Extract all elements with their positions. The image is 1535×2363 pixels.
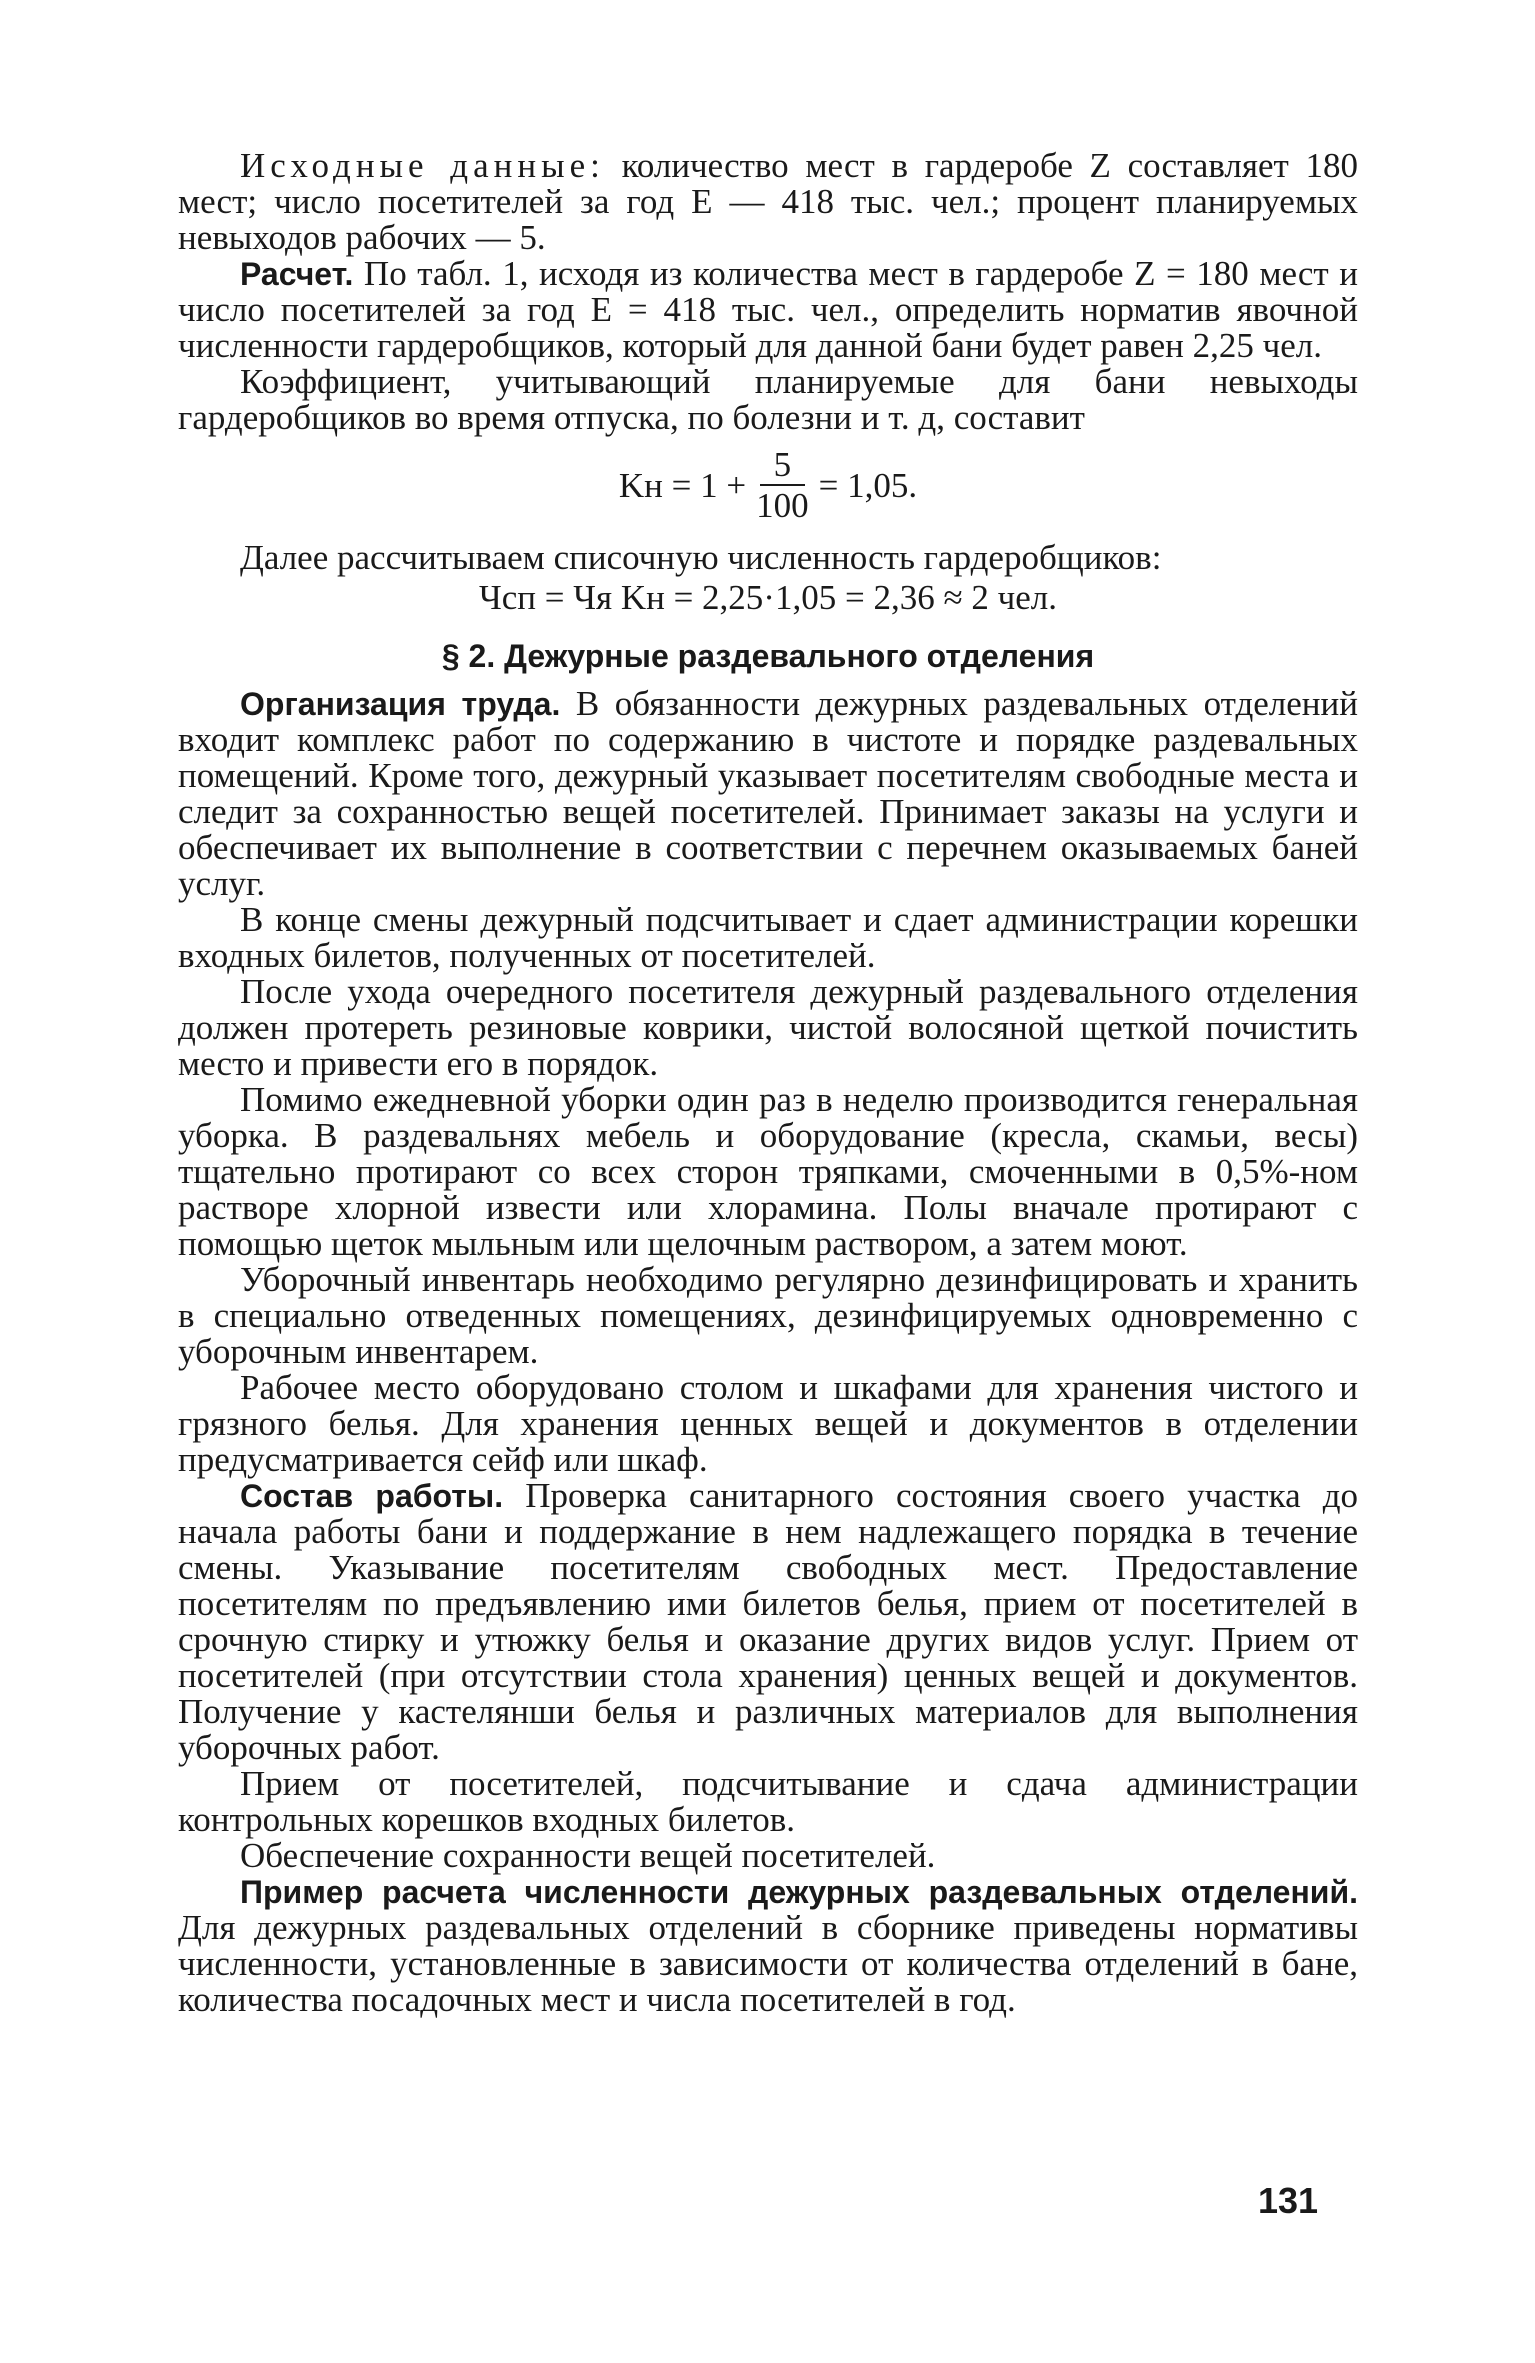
lead-organization: Организация труда. — [240, 686, 561, 722]
lead-calculation: Расчет. — [240, 256, 354, 292]
paragraph-initial-data — [178, 148, 1358, 256]
formula-rhs: = 1,05. — [818, 466, 918, 505]
paragraph-general-cleaning: Помимо ежедневной уборки один раз в неделю производится генеральная уборка. В раздевальнях мебель и оборудование (кресла, скамьи, весы) тщательно протирают со всех сторон тряпками, смоченными в 0,5%-ном растворе хлорной извести или хлорамина. Полы вначале протирают с помощью щеток мыльным или щелочным раствором, а затем моют. — [178, 1080, 1358, 1263]
paragraph-after-visitor: После ухода очередного посетителя дежурный раздевального отделения должен протереть резиновые коврики, чистой волосяной щеткой почистить место и привести его в порядок. — [178, 972, 1358, 1083]
formula-fraction — [756, 446, 809, 526]
paragraph-example — [178, 1874, 1358, 2018]
lead-initial-data: Исходные данные: — [240, 146, 605, 185]
lead-example: Пример расчета численности дежурных раздевальных отделений. — [240, 1874, 1358, 1910]
formula-list-count: Чсп = Чя Kн = 2,25·1,05 = 2,36 ≈ 2 чел. — [478, 578, 1058, 617]
paragraph-text: В обязанности дежурных раздевальных отделений входит комплекс работ по содержанию в чистоте и порядке раздевальных помещений. Кроме того, дежурный указывает посетителям свободные места и следит за сохранностью вещей посетителей. Принимает заказы на услуги и обеспечивает их выполнение в соответствии с перечнем оказываемых баней услуг. — [178, 684, 1358, 903]
formula-coefficient — [178, 446, 1358, 526]
paragraph-coefficient: Коэффициент, учитывающий планируемые для бани невыходы гардеробщиков во время отпуска, по болезни и т. д, составит — [178, 362, 1358, 437]
fraction-numerator: 5 — [760, 446, 806, 486]
formula-lhs: Kн = 1 + — [618, 466, 747, 505]
paragraph-list-count: Далее рассчитываем списочную численность гардеробщиков: — [240, 538, 1162, 577]
paragraph-text: Для дежурных раздевальных отделений в сборнике приведены нормативы численности, установленные в зависимости от количества отделений в бане, количества посадочных мест и числа посетителей в год. — [178, 1908, 1358, 2019]
paragraph-text: Проверка санитарного состояния своего участка до начала работы бани и поддержание в нем надлежащего порядка в течение смены. Указывание посетителям свободных мест. Предоставление посетителям по предъявлению ими билетов белья, прием от посетителей в срочную стирку и утюжку белья и оказание других видов услуг. Прием от посетителей (при отсутствии стола хранения) ценных вещей и документов. Получение у кастелянши белья и различных материалов для выполнения уборочных работ. — [178, 1476, 1358, 1767]
paragraph-workplace: Рабочее место оборудовано столом и шкафами для хранения чистого и грязного белья. Для хранения ценных вещей и документов в отделении предусматривается сейф или шкаф. — [178, 1368, 1358, 1479]
section-title: § 2. Дежурные раздевального отделения — [441, 638, 1095, 674]
fraction-denominator: 100 — [756, 486, 809, 525]
lead-work-content: Состав работы. — [240, 1478, 504, 1514]
paragraph-organization — [178, 686, 1358, 902]
paragraph-inventory: Уборочный инвентарь необходимо регулярно дезинфицировать и хранить в специально отведенных помещениях, дезинфицируемых одновременно с уборочным инвентарем. — [178, 1260, 1358, 1371]
page-number: 131 — [1258, 2180, 1319, 2221]
paragraph-end-of-shift: В конце смены дежурный подсчитывает и сдает администрации корешки входных билетов, полученных от посетителей. — [178, 900, 1358, 975]
paragraph-text: количество мест в гардеробе Z составляет 180 мест; число посетителей за год E — 418 тыс. чел.; процент планируемых невыходов рабочих — 5. — [178, 146, 1358, 257]
page-body — [178, 148, 1358, 2018]
paragraph-stubs: Прием от посетителей, подсчитывание и сдача администрации контрольных корешков входных билетов. — [178, 1764, 1358, 1839]
paragraph-calculation — [178, 256, 1358, 364]
paragraph-work-content — [178, 1478, 1358, 1766]
paragraph-safekeeping: Обеспечение сохранности вещей посетителей. — [240, 1836, 936, 1875]
paragraph-text: По табл. 1, исходя из количества мест в гардеробе Z = 180 мест и число посетителей за год E = 418 тыс. чел., определить норматив явочной численности гардеробщиков, который для данной бани будет равен 2,25 чел. — [178, 254, 1358, 365]
